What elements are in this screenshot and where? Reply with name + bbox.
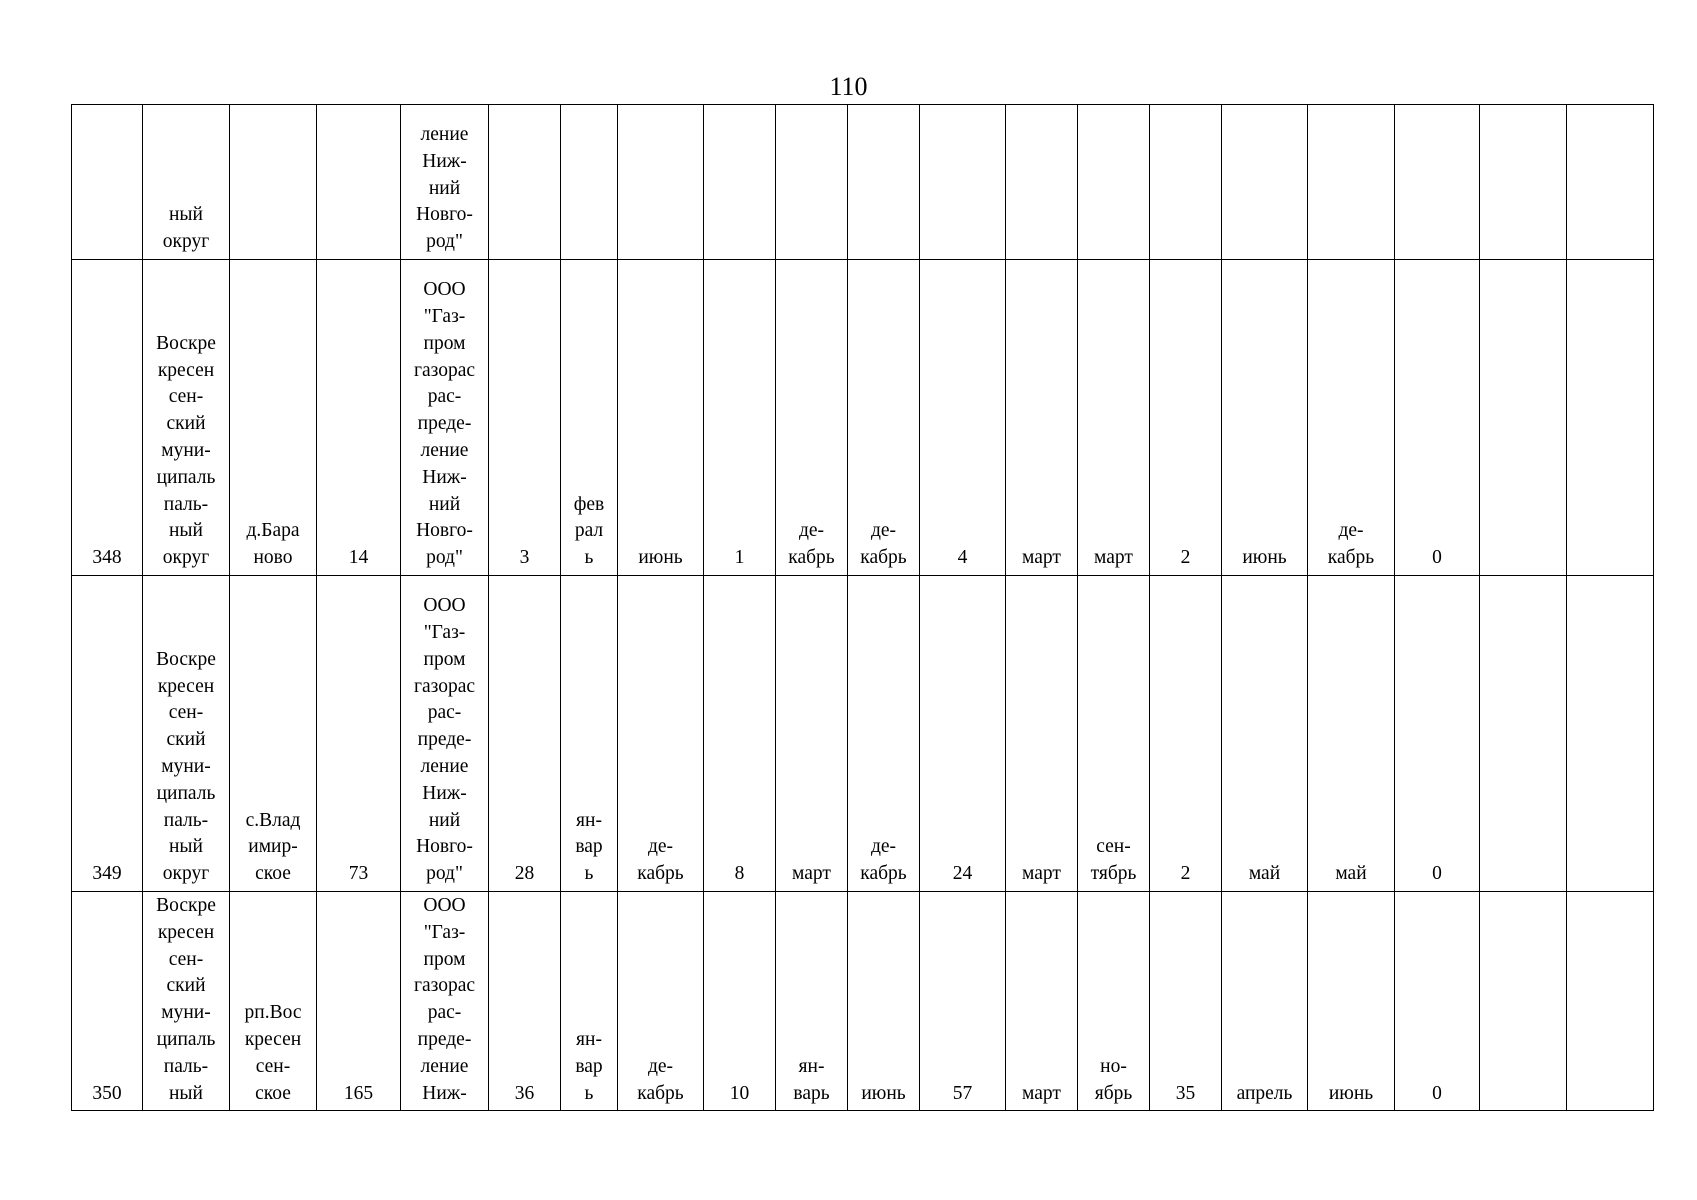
month-cell: март xyxy=(1078,260,1150,576)
month-cell: март xyxy=(776,576,848,892)
month-cell: сен- тябрь xyxy=(1078,576,1150,892)
page-number: 110 xyxy=(829,72,868,101)
operator-cell: ООО "Газ- пром газорас рас- преде- ление Ниж- ний Новго- род" xyxy=(401,260,489,576)
settlement-cell xyxy=(230,105,317,260)
data-table xyxy=(71,104,1654,1111)
value-cell xyxy=(704,105,776,260)
value-cell: 35 xyxy=(1150,892,1222,1111)
value-cell: 2 xyxy=(1150,260,1222,576)
empty-cell xyxy=(1567,105,1654,260)
row-number-cell: 348 xyxy=(72,260,143,576)
month-cell: апрель xyxy=(1222,892,1308,1111)
value-cell xyxy=(920,105,1006,260)
empty-cell xyxy=(1567,260,1654,576)
value-cell: 3 xyxy=(489,260,561,576)
table-row xyxy=(72,105,1654,260)
value-cell xyxy=(489,105,561,260)
district-cell: Воскре кресен сен- ский муни- ципаль паль- ный xyxy=(143,892,230,1111)
district-cell: Воскре кресен сен- ский муни- ципаль паль- ный округ xyxy=(143,260,230,576)
month-cell xyxy=(1078,105,1150,260)
value-cell: 0 xyxy=(1395,576,1480,892)
month-cell: июнь xyxy=(618,260,704,576)
value-cell: 24 xyxy=(920,576,1006,892)
count-cell: 14 xyxy=(317,260,401,576)
month-cell xyxy=(1308,105,1395,260)
month-cell: де- кабрь xyxy=(848,576,920,892)
month-cell: де- кабрь xyxy=(1308,260,1395,576)
value-cell xyxy=(1150,105,1222,260)
month-cell: де- кабрь xyxy=(776,260,848,576)
month-cell: май xyxy=(1308,576,1395,892)
value-cell: 4 xyxy=(920,260,1006,576)
month-cell: ян- вар ь xyxy=(561,576,618,892)
table-row xyxy=(72,260,1654,576)
value-cell: 2 xyxy=(1150,576,1222,892)
month-cell: ян- вар ь xyxy=(561,892,618,1111)
value-cell: 57 xyxy=(920,892,1006,1111)
empty-cell xyxy=(1480,892,1567,1111)
operator-cell: ООО "Газ- пром газорас рас- преде- ление Ниж- ний Новго- род" xyxy=(401,576,489,892)
value-cell: 1 xyxy=(704,260,776,576)
month-cell xyxy=(1006,105,1078,260)
empty-cell xyxy=(1567,892,1654,1111)
row-number-cell: 349 xyxy=(72,576,143,892)
value-cell: 8 xyxy=(704,576,776,892)
month-cell: июнь xyxy=(848,892,920,1111)
empty-cell xyxy=(1480,105,1567,260)
month-cell xyxy=(561,105,618,260)
month-cell xyxy=(776,105,848,260)
count-cell: 73 xyxy=(317,576,401,892)
month-cell: март xyxy=(1006,260,1078,576)
value-cell: 0 xyxy=(1395,260,1480,576)
settlement-cell: рп.Вос кресен сен- ское xyxy=(230,892,317,1111)
month-cell: де- кабрь xyxy=(848,260,920,576)
month-cell: март xyxy=(1006,576,1078,892)
count-cell: 165 xyxy=(317,892,401,1111)
value-cell: 28 xyxy=(489,576,561,892)
district-cell: Воскре кресен сен- ский муни- ципаль паль- ный округ xyxy=(143,576,230,892)
table-row xyxy=(72,576,1654,892)
settlement-cell: д.Бара ново xyxy=(230,260,317,576)
empty-cell xyxy=(1567,576,1654,892)
empty-cell xyxy=(1480,260,1567,576)
row-number-cell: 350 xyxy=(72,892,143,1111)
settlement-cell: с.Влад имир- ское xyxy=(230,576,317,892)
month-cell xyxy=(1222,105,1308,260)
month-cell: де- кабрь xyxy=(618,892,704,1111)
month-cell: ян- варь xyxy=(776,892,848,1111)
district-cell: ный округ xyxy=(143,105,230,260)
value-cell: 0 xyxy=(1395,892,1480,1111)
month-cell: июнь xyxy=(1222,260,1308,576)
month-cell: май xyxy=(1222,576,1308,892)
operator-cell: ООО "Газ- пром газорас рас- преде- ление Ниж- xyxy=(401,892,489,1111)
month-cell: де- кабрь xyxy=(618,576,704,892)
row-number-cell xyxy=(72,105,143,260)
value-cell xyxy=(1395,105,1480,260)
month-cell xyxy=(618,105,704,260)
value-cell: 36 xyxy=(489,892,561,1111)
value-cell: 10 xyxy=(704,892,776,1111)
month-cell: но- ябрь xyxy=(1078,892,1150,1111)
operator-cell: ление Ниж- ний Новго- род" xyxy=(401,105,489,260)
count-cell xyxy=(317,105,401,260)
table-row xyxy=(72,892,1654,1111)
empty-cell xyxy=(1480,576,1567,892)
month-cell xyxy=(848,105,920,260)
month-cell: март xyxy=(1006,892,1078,1111)
month-cell: июнь xyxy=(1308,892,1395,1111)
month-cell: фев рал ь xyxy=(561,260,618,576)
